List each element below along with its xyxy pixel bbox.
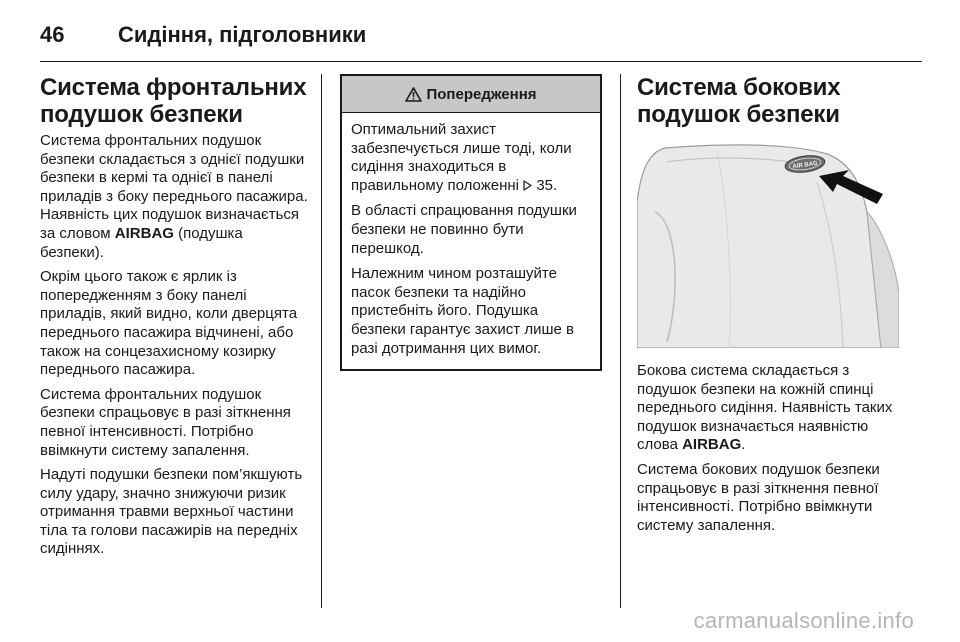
column-frontal-airbags <box>40 74 308 565</box>
airbag-keyword: AIRBAG <box>114 224 174 242</box>
warning-box <box>340 74 602 371</box>
warning-triangle-icon <box>405 87 422 102</box>
airbag-keyword: AIRBAG <box>682 436 742 454</box>
paragraph-side-1 <box>637 362 907 455</box>
seat-backrest-illustration <box>637 142 899 348</box>
page-number: 46 <box>40 22 65 47</box>
warning-title: Попередження <box>426 85 537 103</box>
paragraph-frontal-4: Надуті подушки безпеки пом’якшують силу удару, значно знижуючи ризик отримання травми верхньої частини тіла та голови пасажирів на передніх сидіннях. <box>40 466 303 558</box>
warning-header <box>342 76 600 113</box>
column-divider-left <box>321 74 322 608</box>
paragraph-text: . <box>741 436 746 454</box>
page-header <box>40 14 922 54</box>
watermark: carmanualsonline.info <box>693 608 914 633</box>
column-side-airbags <box>637 74 907 541</box>
seat-airbag-figure <box>637 142 899 348</box>
page-reference-arrow-icon <box>523 180 532 191</box>
section-heading-side: Система бокових подушок безпеки <box>637 74 841 128</box>
warning-paragraph-1 <box>351 121 592 195</box>
airbag-label-text: AIR BAG <box>792 160 819 171</box>
column-warning <box>340 74 602 371</box>
paragraph-side-2: Система бокових подушок безпеки спрацьовує в разі зіткнення певної інтенсивності. Потрібно ввімкнути систему запалення. <box>637 460 880 534</box>
page-reference[interactable]: 35 <box>536 176 554 194</box>
paragraph-text: Система фронтальних подушок безпеки складається з однієї подушки безпеки в кермі та однієї в панелі приладів з боку переднього пасажира. Наявність цих подушок визначається за словом <box>40 132 308 242</box>
header-rule <box>40 61 922 62</box>
paragraph-text: Бокова система складається з подушок безпеки на кожній спинці переднього сидіння. Наявність таких подушок визначається наявністю слова <box>637 362 893 454</box>
section-heading-frontal: Система фронтальних подушок безпеки <box>40 74 307 128</box>
paragraph-frontal-1 <box>40 132 308 262</box>
warning-body <box>342 113 600 369</box>
paragraph-text: . <box>553 176 558 194</box>
running-title: Сидіння, підголовники <box>118 22 367 47</box>
paragraph-frontal-2: Окрім цього також є ярлик із попередженням з боку панелі приладів, який видно, коли дверцята переднього пасажира відчинені, або також на сонцезахисному козирку переднього пасажира. <box>40 268 298 379</box>
warning-paragraph-3: Належним чином розташуйте пасок безпеки та надійно пристебніть його. Подушка безпеки гарантує захист лише в разі дотримання цих вимог. <box>351 265 574 357</box>
paragraph-text: (подушка безпеки). <box>40 224 243 261</box>
paragraph-frontal-3: Система фронтальних подушок безпеки спрацьовує в разі зіткнення певної інтенсивності. Потрібно ввімкнути систему запалення. <box>40 385 291 459</box>
paragraph-text: Оптимальний захист забезпечується лише тоді, коли сидіння знаходиться в правильному положенні <box>351 121 572 194</box>
warning-paragraph-2: В області спрацювання подушки безпеки не повинно бути перешкод. <box>351 202 577 257</box>
column-divider-right <box>620 74 621 608</box>
